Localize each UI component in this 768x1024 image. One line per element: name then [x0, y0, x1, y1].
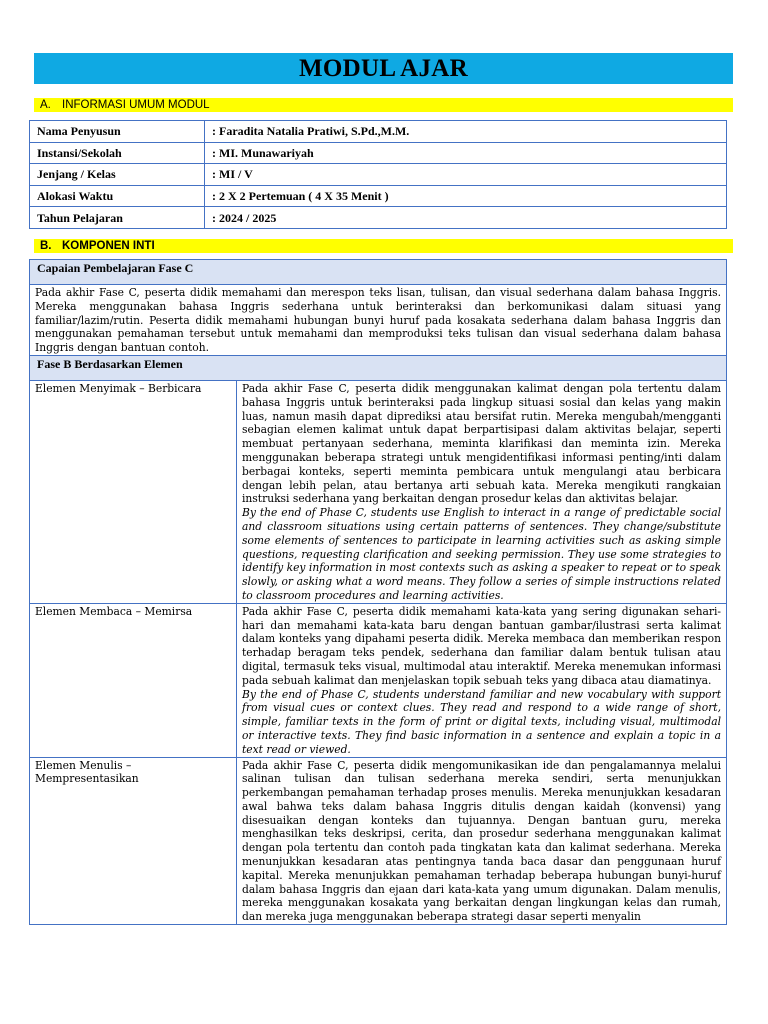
- info-table: [29, 120, 727, 229]
- element-name: Elemen Menulis – Mempresentasikan: [30, 757, 237, 925]
- fase-header: Fase B Berdasarkan Elemen: [30, 355, 727, 380]
- info-row: [30, 185, 727, 207]
- element-name: Elemen Menyimak – Berbicara: [30, 380, 237, 603]
- element-description: [237, 380, 727, 603]
- section-b-heading: [34, 239, 733, 253]
- section-a-heading: [34, 98, 733, 112]
- info-value: : 2 X 2 Pertemuan ( 4 X 35 Menit ): [205, 185, 727, 207]
- element-text-en: By the end of Phase C, students use English to interact in a range of predictable social and classroom situations using certain patterns of sentences. They change/substitute some elements of sentences to participate in learning activities such as asking simple questions, requesting clarification and seeking permission. They use some strategies to identify key information in most contexts such as asking a speaker to repeat or to speak slowly, or asking what a word means. They follow a series of simple instructions related to classroom procedures and learning activities.: [242, 506, 721, 602]
- element-description: [237, 603, 727, 757]
- element-description: [237, 757, 727, 925]
- info-label: Jenjang / Kelas: [30, 164, 205, 186]
- element-text-id: Pada akhir Fase C, peserta didik memahami kata-kata yang sering digunakan sehari-hari dan memahami kata-kata baru dengan bantuan gambar/ilustrasi serta kalimat dalam konteks yang dipahami peserta didik. Mereka membaca dan memberikan respon terhadap beragam teks pendek, sederhana dan familiar dalam bentuk tulisan atau digital, termasuk teks visual, multimodal atau interaktif. Mereka menemukan informasi pada sebuah kalimat dan menjelaskan topik sebuah teks yang dibaca atau diamatinya.: [242, 604, 721, 687]
- info-row: [30, 121, 727, 143]
- info-value: : Faradita Natalia Pratiwi, S.Pd.,M.M.: [205, 121, 727, 143]
- info-row: [30, 207, 727, 229]
- element-row: [30, 603, 727, 757]
- capaian-text: Pada akhir Fase C, peserta didik memahami dan merespon teks lisan, tulisan, dan visual sederhana dalam bahasa Inggris. Mereka menggunakan bahasa Inggris sederhana untuk berinteraksi dan berkomunikasi dalam situasi yang familiar/lazim/rutin. Peserta didik memahami hubungan bunyi huruf pada kosakata sederhana dalam bahasa Inggris dan menggunakan pemahaman tersebut untuk memahami dan memproduksi teks tulisan dan visual sederhana dalam bahasa Inggris dengan bantuan contoh.: [30, 285, 727, 356]
- element-text-id: Pada akhir Fase C, peserta didik menggunakan kalimat dengan pola tertentu dalam bahasa Inggris untuk berinteraksi pada lingkup situasi sosial dan kelas yang makin luas, namun masih dapat diprediksi atau bersifat rutin. Mereka mengubah/mengganti sebagian elemen kalimat untuk dapat berpartisipasi dalam aktivitas belajar, seperti membuat pertanyaan sederhana, meminta klarifikasi dan meminta izin. Mereka menggunakan beberapa strategi untuk mengidentifikasi informasi penting/inti dalam berbagai konteks, seperti meminta pembicara untuk mengulangi atau berbicara dengan lebih pelan, atau bertanya arti sebuah kata. Mereka mengikuti rangkaian instruksi sederhana yang berkaitan dengan prosedur kelas dan aktivitas belajar.: [242, 381, 721, 506]
- capaian-header: Capaian Pembelajaran Fase C: [30, 260, 727, 285]
- info-value: : MI. Munawariyah: [205, 142, 727, 164]
- info-value: : 2024 / 2025: [205, 207, 727, 229]
- section-a-number: A.: [40, 99, 51, 111]
- info-label: Tahun Pelajaran: [30, 207, 205, 229]
- info-label: Alokasi Waktu: [30, 185, 205, 207]
- info-row: [30, 164, 727, 186]
- section-b-number: B.: [40, 240, 52, 252]
- element-row: [30, 757, 727, 925]
- info-value: : MI / V: [205, 164, 727, 186]
- element-text-id: Pada akhir Fase C, peserta didik mengomunikasikan ide dan pengalamannya melalui salinan tulisan dan tulisan sederhana mereka sendiri, serta menunjukkan perkembangan pemahaman terhadap proses menulis. Mereka menunjukkan kesadaran awal bahwa teks dalam bahasa Inggris ditulis dengan kaidah (konvensi) yang disesuaikan dengan konteks dan tujuannya. Dengan bantuan guru, mereka menghasilkan teks deskripsi, cerita, dan prosedur sederhana menggunakan kalimat dengan pola tertentu dan contoh pada tingkatan kata dan kalimat sederhana. Mereka menunjukkan kesadaran atas pentingnya tanda baca dasar dan penggunaan huruf kapital. Mereka menunjukkan pemahaman terhadap beberapa hubungan bunyi-huruf dalam bahasa Inggris dan ejaan dari kata-kata yang umum digunakan. Dalam menulis, mereka menggunakan kosakata yang berkaitan dengan lingkungan kelas dan rumah, dan mereka juga menggunakan beberapa strategi dasar seperti menyalin: [242, 758, 721, 924]
- element-text-en: By the end of Phase C, students understand familiar and new vocabulary with support from visual cues or context clues. They read and respond to a wide range of short, simple, familiar texts in the form of print or digital texts, including visual, multimodal or interactive texts. They find basic information in a sentence and explain a topic in a text read or viewed.: [242, 687, 721, 756]
- element-name: Elemen Membaca – Memirsa: [30, 603, 237, 757]
- title-bar: [34, 53, 733, 84]
- info-row: [30, 142, 727, 164]
- info-label: Nama Penyusun: [30, 121, 205, 143]
- page-title: MODUL AJAR: [299, 54, 468, 82]
- info-label: Instansi/Sekolah: [30, 142, 205, 164]
- core-table: [29, 259, 727, 925]
- section-a-label: INFORMASI UMUM MODUL: [62, 99, 210, 111]
- section-b-label: KOMPONEN INTI: [62, 240, 155, 252]
- element-row: [30, 380, 727, 603]
